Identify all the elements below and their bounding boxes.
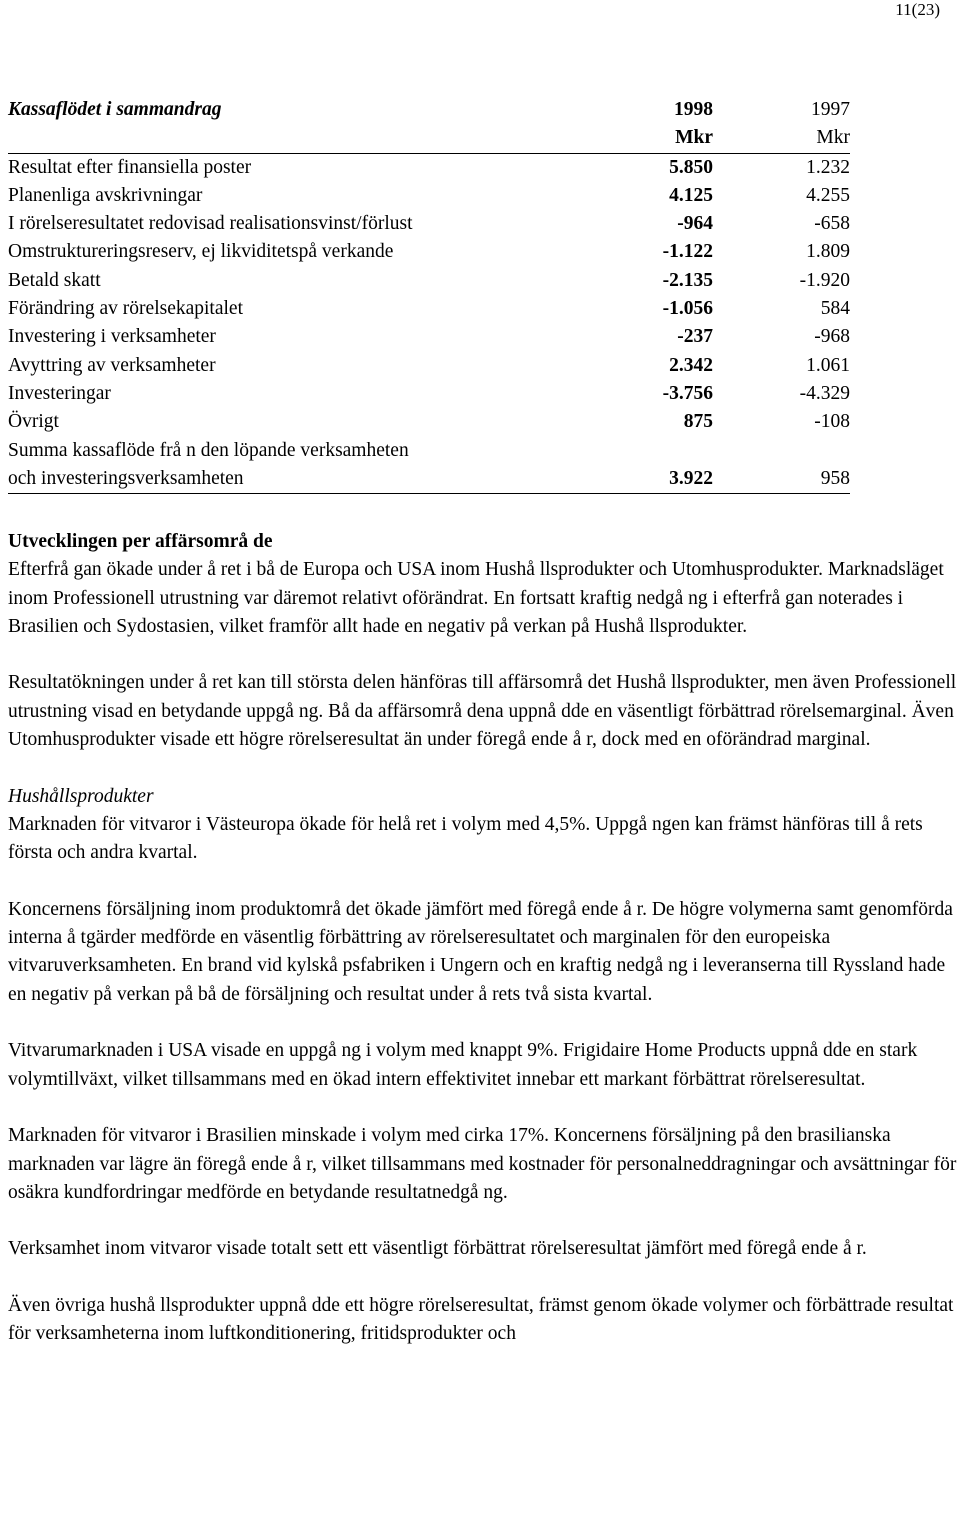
table-row bbox=[8, 210, 850, 238]
summary-row-line2 bbox=[8, 465, 850, 494]
summary-value-1998: 3.922 bbox=[669, 467, 713, 489]
table-row bbox=[8, 295, 850, 323]
row-value-1997: 4.255 bbox=[806, 184, 850, 206]
table-header-row bbox=[8, 96, 850, 124]
paragraph: Resultatökningen under å ret kan till största delen hänföras till affärsområ det Hushå llsprodukter, men även Professionell utrustning visad en betydande uppgå ng. Bå da affärsområ dena uppnå dde en väsentligt förbättrad rörelsemarginal. Även Utomhusprodukter visade ett högre rörelseresultat än under föregå ende å r, dock med en oförändrad marginal. bbox=[8, 672, 957, 751]
row-label: Omstruktureringsreserv, ej likviditetspå verkande bbox=[8, 241, 394, 263]
row-value-1997: -968 bbox=[814, 326, 850, 348]
row-value-1998: -964 bbox=[677, 213, 713, 235]
table-row bbox=[8, 380, 850, 408]
row-label: Planenliga avskrivningar bbox=[8, 184, 203, 206]
paragraph: Koncernens försäljning inom produktområ det ökade jämfört med föregå ende å r. De högre volymerna samt genomförda interna å tgärder medförde en väsentlig förbättring av rörelseresultatet och marginalen för den europeiska vitvaruverksamheten. En brand vid kylskå psfabriken i Ungern och en kraftig nedgå ng i leveranserna till Ryssland hade en negativ på verkan på bå de försäljning och resultat under å rets två sista kvartal. bbox=[8, 898, 953, 1005]
row-value-1997: 584 bbox=[820, 298, 850, 320]
row-value-1998: 875 bbox=[683, 411, 713, 433]
header-unit-1998: Mkr bbox=[675, 127, 713, 149]
row-value-1997: 1.809 bbox=[806, 241, 850, 263]
cashflow-table bbox=[8, 96, 850, 494]
paragraph: Efterfrå gan ökade under å ret i bå de Europa och USA inom Hushå llsprodukter och Utomhusprodukter. Marknadsläget inom Professionell utrustning var däremot relativt oförändrat. En fortsatt kraftig nedgå ng i efterfrå gan noterades i Brasilien och Sydostasien, vilket framför allt hade en negativ på verkan på Hushå llsprodukter. bbox=[8, 559, 944, 637]
row-value-1998: -1.056 bbox=[662, 298, 713, 320]
table-row bbox=[8, 323, 850, 351]
paragraph: Marknaden för vitvaror i Brasilien minskade i volym med cirka 17%. Koncernens försäljning på den brasilianska marknaden var lägre än föregå ende å r, vilket tillsammans med kostnader för personalneddragningar och avsättningar för osäkra kundfordringar medförde en betydande resultatnedgå ng. bbox=[8, 1125, 957, 1203]
row-label: Investeringar bbox=[8, 382, 111, 404]
row-value-1997: -4.329 bbox=[799, 382, 850, 404]
table-row bbox=[8, 267, 850, 295]
subheading: Hushållsprodukter bbox=[8, 785, 154, 807]
row-value-1998: -2.135 bbox=[662, 269, 713, 291]
table-row bbox=[8, 352, 850, 380]
row-value-1998: 4.125 bbox=[669, 184, 713, 206]
row-label: Avyttring av verksamheter bbox=[8, 354, 216, 376]
page-number: 11(23) bbox=[895, 0, 940, 19]
summary-label-1: Summa kassaflöde frå n den löpande verksamheten bbox=[8, 439, 409, 461]
table-title: Kassaflödet i sammandrag bbox=[8, 99, 222, 120]
body-text bbox=[8, 528, 960, 1349]
row-value-1997: 1.061 bbox=[806, 354, 850, 376]
row-label: Förändring av rörelsekapitalet bbox=[8, 298, 243, 320]
row-label: I rörelseresultatet redovisad realisationsvinst/förlust bbox=[8, 213, 413, 235]
summary-label-2: och investeringsverksamheten bbox=[8, 467, 244, 489]
row-value-1997: -108 bbox=[814, 411, 850, 433]
section-heading: Utvecklingen per affärsområ de bbox=[8, 531, 273, 552]
row-label: Övrigt bbox=[8, 411, 59, 433]
row-value-1998: 2.342 bbox=[669, 354, 713, 376]
table-row bbox=[8, 154, 850, 182]
paragraph: Marknaden för vitvaror i Västeuropa ökade för helå ret i volym med 4,5%. Uppgå ngen kan främst hänföras till å rets första och andra kvartal. bbox=[8, 813, 923, 864]
header-unit-1997: Mkr bbox=[816, 127, 850, 149]
paragraph: Även övriga hushå llsprodukter uppnå dde ett högre rörelseresultat, främst genom ökade volymer och förbättrade resultat för verksamheterna inom luftkonditionering, fritidsprodukter och bbox=[8, 1295, 954, 1345]
paragraph: Verksamhet inom vitvaror visade totalt sett ett väsentligt förbättrat rörelseresultat jämfört med föregå ende å r. bbox=[8, 1238, 867, 1260]
row-value-1997: -1.920 bbox=[799, 269, 850, 291]
table-row bbox=[8, 182, 850, 210]
summary-row-line1 bbox=[8, 437, 850, 465]
paragraph: Vitvarumarknaden i USA visade en uppgå ng i volym med knappt 9%. Frigidaire Home Products uppnå dde en stark volymtillväxt, vilket tillsammans med en ökad intern effektivitet innebar ett markant förbättrat rörelseresultat. bbox=[8, 1040, 918, 1090]
header-year-1998: 1998 bbox=[674, 99, 713, 120]
row-label: Resultat efter finansiella poster bbox=[8, 156, 252, 178]
header-year-1997: 1997 bbox=[811, 99, 850, 120]
table-row bbox=[8, 238, 850, 266]
table-row bbox=[8, 408, 850, 436]
summary-value-1997: 958 bbox=[820, 467, 850, 489]
row-value-1998: -3.756 bbox=[662, 382, 713, 404]
row-value-1998: -1.122 bbox=[662, 241, 713, 263]
row-value-1998: -237 bbox=[677, 326, 713, 348]
row-value-1997: -658 bbox=[814, 213, 850, 235]
row-label: Investering i verksamheter bbox=[8, 326, 216, 348]
row-label: Betald skatt bbox=[8, 269, 101, 291]
row-value-1997: 1.232 bbox=[806, 156, 850, 178]
table-unit-row bbox=[8, 124, 850, 153]
row-value-1998: 5.850 bbox=[669, 156, 713, 178]
